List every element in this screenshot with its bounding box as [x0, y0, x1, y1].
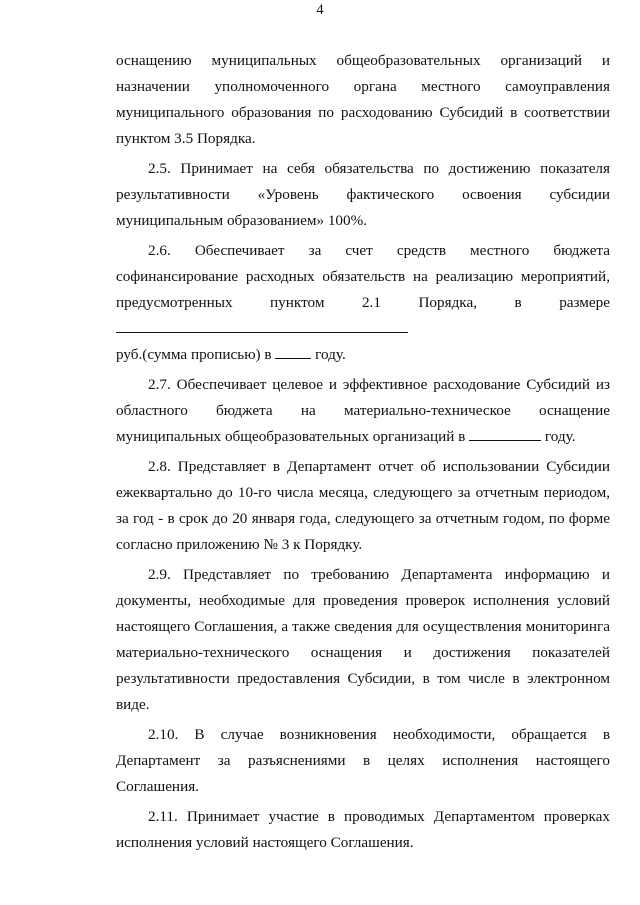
year-blank-field-2[interactable] — [469, 425, 541, 441]
paragraph-2-6 — [116, 238, 610, 368]
paragraph-2-9: 2.9. Представляет по требованию Департамента информацию и документы, необходимые для проведения проверок исполнения условий настоящего Соглашения, а также сведения для осуществления мониторинга материально-технического оснащения и достижения показателей результативности предоставления Субсидии, в том числе в электронном виде. — [116, 566, 610, 713]
paragraph-continuation: оснащению муниципальных общеобразовательных организаций и назначении уполномоченного органа местного самоуправления муниципального образования по расходованию Субсидий в соответствии пунктом 3.5 Порядка. — [116, 52, 610, 147]
year-blank-field[interactable] — [275, 343, 311, 359]
paragraph-2-7-text-b: году. — [544, 428, 576, 445]
page-number: 4 — [316, 2, 324, 18]
amount-blank-field[interactable] — [116, 317, 408, 333]
paragraph-2-7-text-a: 2.7. Обеспечивает целевое и эффективное расходование Субсидий из областного бюджета на материально-техническое оснащение муниципальных общеобразовательных организаций в — [116, 376, 610, 445]
document-body — [116, 48, 610, 860]
paragraph-2-8: 2.8. Представляет в Департамент отчет об использовании Субсидии ежеквартально до 10-го числа месяца, следующего за отчетным периодом, за год - в срок до 20 января года, следующего за отчетным годом, по форме согласно приложению № 3 к Порядку. — [116, 458, 610, 553]
paragraph-2-6-text-a: 2.6. Обеспечивает за счет средств местного бюджета софинансирование расходных обязательств на реализацию мероприятий, предусмотренных пунктом 2.1 Порядка, в размере — [116, 242, 610, 311]
paragraph-2-11: 2.11. Принимает участие в проводимых Департаментом проверках исполнения условий настоящего Соглашения. — [116, 808, 610, 851]
paragraph-2-5: 2.5. Принимает на себя обязательства по достижению показателя результативности «Уровень фактического освоения субсидии муниципальным образованием» 100%. — [116, 160, 610, 229]
paragraph-2-6-text-b: руб.(сумма прописью) в — [116, 346, 272, 363]
paragraph-2-7 — [116, 372, 610, 450]
paragraph-2-6-text-c: году. — [315, 346, 346, 363]
paragraph-2-10: 2.10. В случае возникновения необходимости, обращается в Департамент за разъяснениями в целях исполнения настоящего Соглашения. — [116, 726, 610, 795]
